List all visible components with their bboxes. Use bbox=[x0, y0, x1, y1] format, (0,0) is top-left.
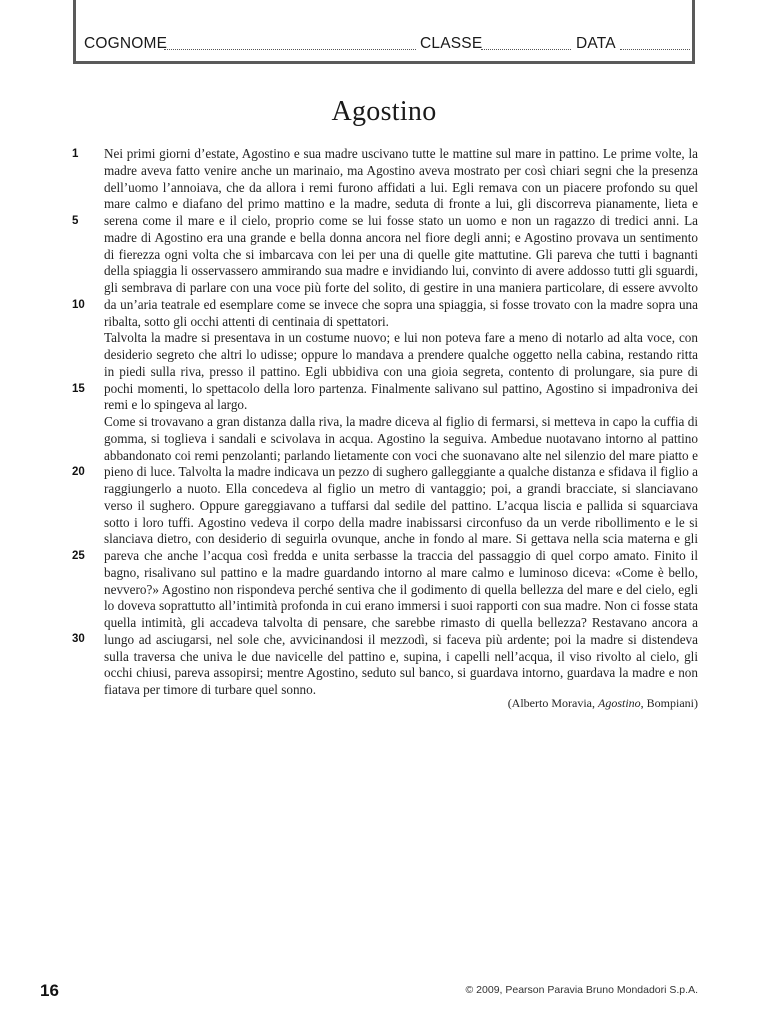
date-label: DATA bbox=[576, 35, 616, 52]
student-info-box bbox=[73, 0, 695, 64]
class-fill-line bbox=[481, 49, 571, 50]
class-label: CLASSE bbox=[420, 35, 483, 52]
paragraph: Talvolta la madre si presentava in un costume nuovo; e lui non poteva fare a meno di notarlo ad alta voce, con desiderio segreto che altri lo udisse; oppure lo mandava a prendere qualche oggetto nella cabina, restando ritta in piedi sulla riva, presso il pattino. Egli ubbidiva con una gioia segreta, contento di prolungare, sia pure di pochi momenti, lo spettacolo della loro partenza. Finalmente salivano sul pattino, Agostino si impadroniva dei remi e lo spingeva al largo. bbox=[104, 330, 698, 413]
line-number: 10 bbox=[72, 299, 85, 311]
line-number: 20 bbox=[72, 466, 85, 478]
surname-fill-line bbox=[164, 49, 416, 50]
surname-label: COGNOME bbox=[84, 35, 168, 52]
source-citation bbox=[508, 696, 698, 711]
copyright-notice: © 2009, Pearson Paravia Bruno Mondadori S.p.A. bbox=[465, 984, 698, 996]
citation-work-title: Agostino bbox=[598, 696, 641, 710]
line-number: 15 bbox=[72, 383, 85, 395]
citation-close: , Bompiani) bbox=[640, 696, 698, 710]
paragraph: Come si trovavano a gran distanza dalla riva, la madre diceva al figlio di fermarsi, si metteva in capo la cuffia di gomma, si toglieva i sandali e scivolava in acqua. Agostino la seguiva. Ambedue nuotavano intorno al pattino abbandonato coi remi penzolanti; parlando lietamente con voci che suonavano alte nel silenzio del mare piatto e pieno di luce. Talvolta la madre indicava un pezzo di sughero galleggiante a qualche distanza e sfidava il figlio a raggiungerlo a nuoto. Ella concedeva al figlio un metro di vantaggio; poi, a grandi bracciate, si slanciavano verso il sughero. Oppure gareggiavano a tuffarsi dal sedile del pattino. L’acqua liscia e pallida si squarciava sotto i loro tuffi. Agostino vedeva il corpo della madre inabissarsi circonfuso da un verde ribollimento e le si slanciava dietro, con desiderio di seguirla ovunque, anche in fondo al mare. Si gettava nella scia materna e gli pareva che anche l’acqua così fredda e unita serbasse la traccia del passaggio di quel corpo amato. Finito il bagno, risalivano sul pattino e la madre guardando intorno al mare calmo e luminoso diceva: «Come è bello, nevvero?» Agostino non rispondeva perché sentiva che il godimento di quella bellezza del mare e del cielo, egli lo doveva soprattutto all’intimità profonda in cui erano immersi i suoi rapporti con sua madre. Non ci fosse stata quella intimità, gli accadeva talvolta di pensare, che sarebbe rimasto di quella bellezza? Restavano ancora a lungo ad asciugarsi, nel sole che, avvicinandosi il mezzodì, si faceva più ardente; poi la madre si distendeva sulla traversa che univa le due navicelle del pattino e, supina, i capelli nell’acqua, il viso rivolto al cielo, gli occhi chiusi, pareva assopirsi; mentre Agostino, seduto sul banco, si guardava intorno, guardava la madre e non fiatava per timore di turbare quel sonno. bbox=[104, 414, 698, 697]
story-text bbox=[104, 146, 698, 699]
citation-open: (Alberto Moravia, bbox=[507, 696, 598, 710]
page-number: 16 bbox=[40, 981, 59, 1000]
paragraph: Nei primi giorni d’estate, Agostino e sua madre uscivano tutte le mattine sul mare in pattino. Le prime volte, la madre aveva fatto venire anche un marinaio, ma Agostino aveva mostrato per così chiari segni che la presenza dell’uomo l’annoiava, che da allora i remi furono affidati a lui. Egli remava con un piacere profondo su quel mare calmo e diafano del primo mattino e la madre, seduta di fronte a lui, gli discorreva pianamente, lieta e serena come il mare e il cielo, proprio come se lui fosse stato un uomo e non un ragazzo di tredici anni. La madre di Agostino era una grande e bella donna ancora nel fiore degli anni; e Agostino provava un sentimento di fierezza ogni volta che si imbarcava con lei per una di quelle gite mattutine. Gli pareva che tutti i bagnanti della spiaggia li osservassero ammirando sua madre e invidiando lui, convinto di avere addosso tutti gli sguardi, gli sembrava di parlare con una voce più forte del solito, di gestire in una maniera particolare, di essere avvolto da un’aria teatrale ed esemplare come se invece che sopra una spiaggia, si fosse trovato con la madre sopra una ribalta, sotto gli occhi attenti di centinaia di spettatori. bbox=[104, 146, 698, 329]
line-number: 1 bbox=[72, 148, 79, 160]
line-number: 25 bbox=[72, 550, 85, 562]
page-title: Agostino bbox=[331, 96, 437, 127]
line-number: 5 bbox=[72, 215, 79, 227]
line-number: 30 bbox=[72, 633, 85, 645]
date-fill-line bbox=[620, 49, 690, 50]
